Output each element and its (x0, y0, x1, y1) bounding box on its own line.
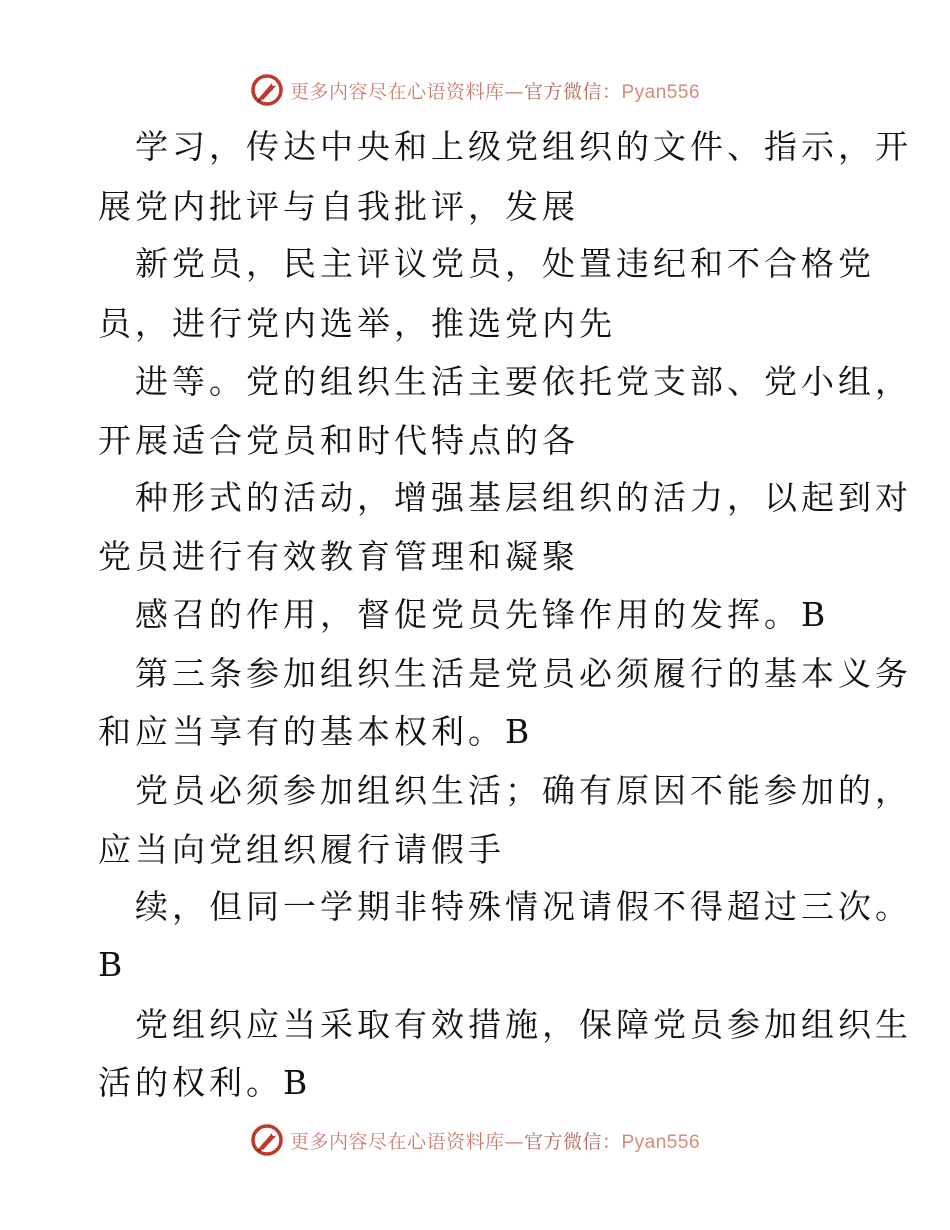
body-line: 种形式的活动，增强基层组织的活力，以起到对 (135, 478, 912, 517)
footer-wechat-id: Pyan556 (621, 1131, 701, 1153)
body-line: 应当向党组织履行请假手 (98, 830, 505, 869)
body-line: 和应当享有的基本权利。B (98, 712, 534, 751)
body-line: 续，但同一学期非特殊情况请假不得超过三次。 (135, 887, 912, 926)
body-line: 党员进行有效教育管理和凝聚 (98, 537, 579, 576)
body-line: 新党员，民主评议党员，处置违纪和不合格党 (135, 244, 875, 283)
header-site-text: 更多内容尽在心语资料库 (289, 80, 505, 103)
header-dash: — (504, 80, 524, 103)
body-line: 党员必须参加组织生活；确有原因不能参加的， (135, 771, 912, 810)
body-line: 活的权利。B (98, 1063, 312, 1102)
footer-official-text: 官方微信： (523, 1130, 622, 1153)
body-line: 员，进行党内选举，推选党内先 (98, 304, 616, 343)
body-line: 党组织应当采取有效措施，保障党员参加组织生 (135, 1005, 912, 1044)
footer-banner (0, 1120, 950, 1160)
header-banner-text (290, 77, 700, 104)
header-official-text: 官方微信： (523, 80, 622, 103)
body-line: 学习，传达中央和上级党组织的文件、指示，开 (135, 127, 912, 166)
body-line: 进等。党的组织生活主要依托党支部、党小组， (135, 362, 912, 401)
footer-banner-text (290, 1127, 700, 1154)
body-line: 开展适合党员和时代特点的各 (98, 421, 579, 460)
body-line: 展党内批评与自我批评，发展 (98, 187, 579, 226)
footer-dash: — (504, 1130, 524, 1153)
pen-logo-icon (250, 1123, 284, 1157)
body-line: 第三条参加组织生活是党员必须履行的基本义务 (135, 654, 912, 693)
pen-logo-icon (250, 73, 284, 107)
footer-site-text: 更多内容尽在心语资料库 (289, 1130, 505, 1153)
header-wechat-id: Pyan556 (621, 81, 701, 103)
body-line: B (98, 945, 127, 984)
body-line: 感召的作用，督促党员先锋作用的发挥。B (135, 595, 830, 634)
header-banner (0, 70, 950, 110)
